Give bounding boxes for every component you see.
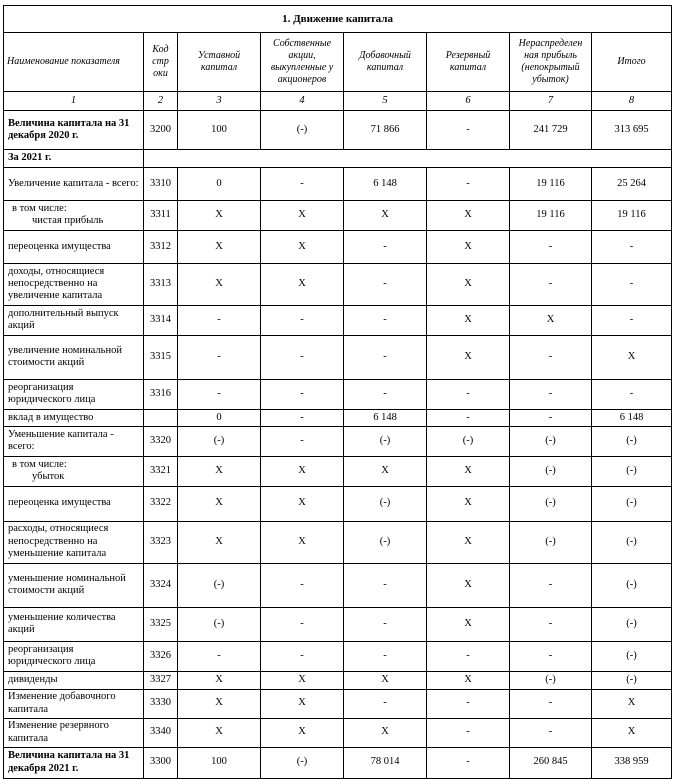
row-label: реорганизация юридического лица	[4, 379, 144, 409]
row-label: Изменение резервного капитала	[4, 718, 144, 747]
retained-earnings-cell: (-)	[510, 426, 592, 456]
retained-earnings-cell: -	[510, 409, 592, 426]
year-row-filler	[144, 150, 672, 168]
charter-capital-cell: (-)	[178, 426, 261, 456]
charter-capital-cell: 100	[178, 111, 261, 150]
additional-capital-cell: -	[344, 379, 427, 409]
own-shares-cell: X	[261, 263, 344, 305]
retained-earnings-cell: (-)	[510, 486, 592, 521]
table-row	[4, 230, 672, 263]
reserve-capital-cell: -	[427, 718, 510, 747]
charter-capital-cell: -	[178, 379, 261, 409]
row-code: 3310	[144, 168, 178, 201]
retained-earnings-cell: -	[510, 563, 592, 607]
charter-capital-cell: 0	[178, 409, 261, 426]
row-label: чистая прибыль	[32, 215, 104, 227]
header-charter-capital: Уставной капитал	[178, 33, 261, 92]
row-code: 3330	[144, 689, 178, 718]
row-label: увеличение номинальной стоимости акций	[4, 335, 144, 379]
additional-capital-cell: (-)	[344, 486, 427, 521]
column-number: 2	[144, 92, 178, 111]
retained-earnings-cell: -	[510, 689, 592, 718]
retained-earnings-cell: -	[510, 230, 592, 263]
row-label: расходы, относящиеся непосредственно на уменьшение капитала	[4, 521, 144, 563]
row-code: 3326	[144, 641, 178, 671]
own-shares-cell: -	[261, 563, 344, 607]
row-code: 3320	[144, 426, 178, 456]
row-label: уменьшение количества акций	[4, 607, 144, 641]
header-indicator-name: Наименование показателя	[4, 33, 144, 92]
row-label: Изменение добавочного капитала	[4, 689, 144, 718]
table-row	[4, 201, 672, 231]
row-label: вклад в имущество	[4, 409, 144, 426]
charter-capital-cell: -	[178, 641, 261, 671]
charter-capital-cell: (-)	[178, 607, 261, 641]
row-label: Величина капитала на 31 декабря 2021 г.	[4, 747, 144, 778]
additional-capital-cell: -	[344, 641, 427, 671]
reserve-capital-cell: (-)	[427, 426, 510, 456]
charter-capital-cell: X	[178, 263, 261, 305]
row-code: 3300	[144, 747, 178, 778]
row-label: дополнительный выпуск акций	[4, 305, 144, 335]
table-row	[4, 521, 672, 563]
reserve-capital-cell: -	[427, 111, 510, 150]
own-shares-cell: -	[261, 426, 344, 456]
row-code: 3321	[144, 456, 178, 486]
total-cell: 6 148	[592, 409, 672, 426]
reserve-capital-cell: -	[427, 409, 510, 426]
table-row	[4, 426, 672, 456]
total-cell: (-)	[592, 521, 672, 563]
row-label-cell	[4, 201, 144, 231]
header-own-shares: Собственные акции, выкупленные у акционеров	[261, 33, 344, 92]
total-cell: 338 959	[592, 747, 672, 778]
charter-capital-cell: X	[178, 230, 261, 263]
total-cell: (-)	[592, 563, 672, 607]
total-cell: (-)	[592, 456, 672, 486]
charter-capital-cell: -	[178, 305, 261, 335]
total-cell: X	[592, 335, 672, 379]
additional-capital-cell: -	[344, 689, 427, 718]
retained-earnings-cell: 19 116	[510, 201, 592, 231]
retained-earnings-cell: 19 116	[510, 168, 592, 201]
total-cell: (-)	[592, 426, 672, 456]
table-row	[4, 335, 672, 379]
reserve-capital-cell: -	[427, 689, 510, 718]
total-cell: (-)	[592, 486, 672, 521]
table-row	[4, 641, 672, 671]
row-code: 3200	[144, 111, 178, 150]
table-row	[4, 689, 672, 718]
total-cell: -	[592, 230, 672, 263]
charter-capital-cell: X	[178, 521, 261, 563]
own-shares-cell: X	[261, 201, 344, 231]
column-number-row	[4, 92, 672, 111]
own-shares-cell: X	[261, 456, 344, 486]
row-prefix: в том числе:	[12, 203, 67, 214]
table-row	[4, 111, 672, 150]
additional-capital-cell: -	[344, 230, 427, 263]
row-label: переоценка имущества	[4, 486, 144, 521]
retained-earnings-cell: -	[510, 718, 592, 747]
row-label: доходы, относящиеся непосредственно на увеличение капитала	[4, 263, 144, 305]
retained-earnings-cell: -	[510, 335, 592, 379]
additional-capital-cell: -	[344, 607, 427, 641]
reserve-capital-cell: X	[427, 335, 510, 379]
header-reserve-capital: Резервный капитал	[427, 33, 510, 92]
column-number: 4	[261, 92, 344, 111]
additional-capital-cell: -	[344, 263, 427, 305]
total-cell: -	[592, 263, 672, 305]
own-shares-cell: -	[261, 607, 344, 641]
own-shares-cell: (-)	[261, 747, 344, 778]
reserve-capital-cell: X	[427, 563, 510, 607]
row-label: реорганизация юридического лица	[4, 641, 144, 671]
table-row	[4, 718, 672, 747]
additional-capital-cell: X	[344, 718, 427, 747]
table-title: 1. Движение капитала	[4, 6, 672, 33]
row-code: 3327	[144, 671, 178, 689]
total-cell: X	[592, 689, 672, 718]
retained-earnings-cell: (-)	[510, 671, 592, 689]
retained-earnings-cell: (-)	[510, 521, 592, 563]
table-row	[4, 747, 672, 778]
additional-capital-cell: (-)	[344, 426, 427, 456]
own-shares-cell: (-)	[261, 111, 344, 150]
total-cell: 313 695	[592, 111, 672, 150]
retained-earnings-cell: -	[510, 607, 592, 641]
own-shares-cell: -	[261, 335, 344, 379]
reserve-capital-cell: X	[427, 671, 510, 689]
reserve-capital-cell: X	[427, 486, 510, 521]
total-cell: X	[592, 718, 672, 747]
row-code: 3311	[144, 201, 178, 231]
charter-capital-cell: X	[178, 689, 261, 718]
row-label: уменьшение номинальной стоимости акций	[4, 563, 144, 607]
own-shares-cell: -	[261, 379, 344, 409]
table-row	[4, 486, 672, 521]
row-label: переоценка имущества	[4, 230, 144, 263]
retained-earnings-cell: (-)	[510, 456, 592, 486]
row-code: 3340	[144, 718, 178, 747]
reserve-capital-cell: X	[427, 456, 510, 486]
table-row	[4, 563, 672, 607]
row-code: 3315	[144, 335, 178, 379]
row-label: Величина капитала на 31 декабря 2020 г.	[4, 111, 144, 150]
total-cell: 19 116	[592, 201, 672, 231]
capital-movement-table	[3, 5, 672, 779]
table-row	[4, 168, 672, 201]
reserve-capital-cell: -	[427, 168, 510, 201]
reserve-capital-cell: X	[427, 305, 510, 335]
table-row	[4, 671, 672, 689]
table-row	[4, 456, 672, 486]
total-cell: 25 264	[592, 168, 672, 201]
charter-capital-cell: -	[178, 335, 261, 379]
column-number: 5	[344, 92, 427, 111]
additional-capital-cell: -	[344, 335, 427, 379]
header-retained-earnings: Нераспределен ная прибыль (непокрытый убыток)	[510, 33, 592, 92]
column-number: 8	[592, 92, 672, 111]
reserve-capital-cell: X	[427, 607, 510, 641]
table-row	[4, 263, 672, 305]
charter-capital-cell: X	[178, 456, 261, 486]
retained-earnings-cell: X	[510, 305, 592, 335]
charter-capital-cell: X	[178, 718, 261, 747]
reserve-capital-cell: X	[427, 521, 510, 563]
total-cell: (-)	[592, 607, 672, 641]
reserve-capital-cell: X	[427, 201, 510, 231]
row-code: 3316	[144, 379, 178, 409]
own-shares-cell: -	[261, 168, 344, 201]
reserve-capital-cell: X	[427, 263, 510, 305]
row-code	[144, 409, 178, 426]
retained-earnings-cell: -	[510, 641, 592, 671]
table-row	[4, 607, 672, 641]
own-shares-cell: X	[261, 230, 344, 263]
reserve-capital-cell: -	[427, 379, 510, 409]
header-additional-capital: Добавочный капитал	[344, 33, 427, 92]
header-row-code: Код стр оки	[144, 33, 178, 92]
row-label: дивиденды	[4, 671, 144, 689]
own-shares-cell: -	[261, 641, 344, 671]
additional-capital-cell: X	[344, 201, 427, 231]
total-cell: -	[592, 379, 672, 409]
row-label: Увеличение капитала - всего:	[4, 168, 144, 201]
column-number: 7	[510, 92, 592, 111]
retained-earnings-cell: 241 729	[510, 111, 592, 150]
column-header-row	[4, 33, 672, 92]
row-code: 3312	[144, 230, 178, 263]
retained-earnings-cell: -	[510, 379, 592, 409]
retained-earnings-cell: 260 845	[510, 747, 592, 778]
total-cell: (-)	[592, 641, 672, 671]
row-prefix: в том числе:	[12, 458, 67, 470]
charter-capital-cell: 100	[178, 747, 261, 778]
reserve-capital-cell: X	[427, 230, 510, 263]
additional-capital-cell: -	[344, 305, 427, 335]
table-row	[4, 409, 672, 426]
column-number: 1	[4, 92, 144, 111]
table-row	[4, 379, 672, 409]
row-code: 3325	[144, 607, 178, 641]
charter-capital-cell: X	[178, 671, 261, 689]
charter-capital-cell: 0	[178, 168, 261, 201]
own-shares-cell: -	[261, 409, 344, 426]
additional-capital-cell: -	[344, 563, 427, 607]
row-label: Уменьшение капитала - всего:	[4, 426, 144, 456]
own-shares-cell: X	[261, 671, 344, 689]
additional-capital-cell: 78 014	[344, 747, 427, 778]
row-label-cell	[4, 456, 144, 486]
row-code: 3314	[144, 305, 178, 335]
reserve-capital-cell: -	[427, 747, 510, 778]
additional-capital-cell: X	[344, 671, 427, 689]
additional-capital-cell: X	[344, 456, 427, 486]
total-cell: (-)	[592, 671, 672, 689]
own-shares-cell: X	[261, 486, 344, 521]
own-shares-cell: X	[261, 689, 344, 718]
additional-capital-cell: 6 148	[344, 168, 427, 201]
table-row	[4, 305, 672, 335]
total-cell: -	[592, 305, 672, 335]
additional-capital-cell: (-)	[344, 521, 427, 563]
retained-earnings-cell: -	[510, 263, 592, 305]
row-code: 3313	[144, 263, 178, 305]
additional-capital-cell: 71 866	[344, 111, 427, 150]
row-label: убыток	[32, 471, 65, 483]
row-code: 3323	[144, 521, 178, 563]
charter-capital-cell: X	[178, 486, 261, 521]
row-code: 3324	[144, 563, 178, 607]
own-shares-cell: X	[261, 521, 344, 563]
own-shares-cell: -	[261, 305, 344, 335]
column-number: 3	[178, 92, 261, 111]
header-total: Итого	[592, 33, 672, 92]
own-shares-cell: X	[261, 718, 344, 747]
charter-capital-cell: (-)	[178, 563, 261, 607]
additional-capital-cell: 6 148	[344, 409, 427, 426]
row-code: 3322	[144, 486, 178, 521]
year-row	[4, 150, 672, 168]
year-label: За 2021 г.	[4, 150, 144, 168]
column-number: 6	[427, 92, 510, 111]
charter-capital-cell: X	[178, 201, 261, 231]
reserve-capital-cell: -	[427, 641, 510, 671]
